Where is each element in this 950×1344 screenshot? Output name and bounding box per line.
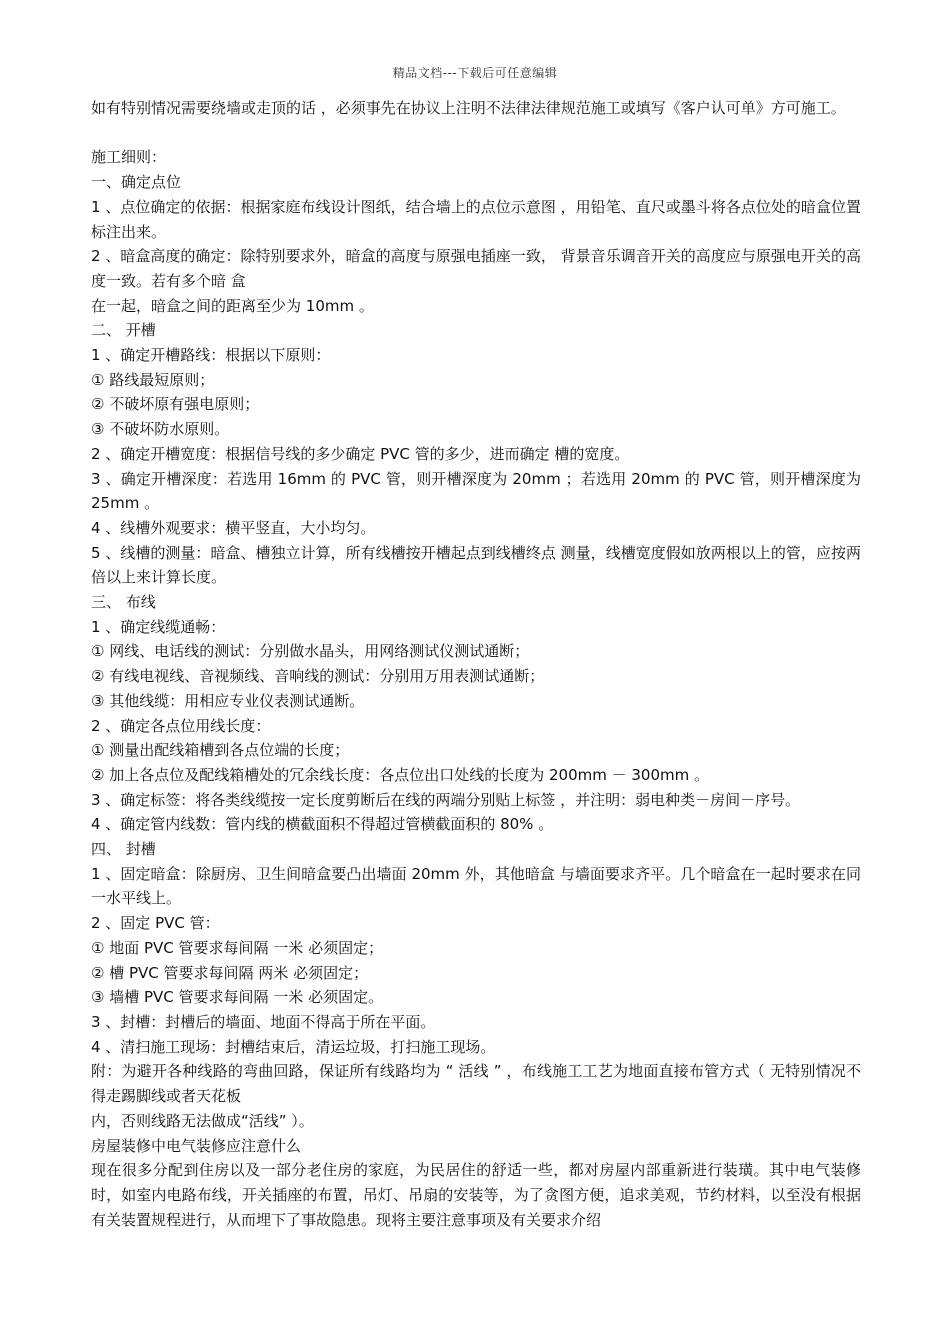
document-body xyxy=(91,96,861,1232)
paragraph: 4 、清扫施工现场：封槽结束后，清运垃圾，打扫施工现场。 xyxy=(91,1037,496,1056)
paragraph: 2 、确定开槽宽度：根据信号线的多少确定 PVC 管的多少，进而确定 槽的宽度。 xyxy=(91,444,630,463)
paragraph: 1 、确定线缆通畅： xyxy=(91,617,226,636)
paragraph: 3 、封槽：封槽后的墙面、地面不得高于所在平面。 xyxy=(91,1013,436,1031)
paragraph: 3 、确定开槽深度：若选用 16mm 的 PVC 管，则开槽深度为 20mm ；若选用 20mm 的 PVC 管，则开槽深度为 25mm 。 xyxy=(91,469,861,513)
paragraph: 3 、确定标签：将各类线缆按一定长度剪断后在线的两端分别贴上标签 ，并注明：弱电种类－房间－序号。 xyxy=(91,790,801,809)
page-header: 精品文档---下载后可任意编辑 xyxy=(392,66,558,80)
list-item: ① 地面 PVC 管要求每间隔 一米 必须固定； xyxy=(91,938,384,957)
section-heading: 二、 开槽 xyxy=(91,321,156,340)
section-intro: 施工细则： xyxy=(91,148,167,167)
list-item: ③ 墙槽 PVC 管要求每间隔 一米 必须固定。 xyxy=(91,988,384,1007)
paragraph: 4 、线槽外观要求：横平竖直，大小均匀。 xyxy=(91,518,376,537)
paragraph: 2 、暗盒高度的确定：除特别要求外，暗盒的高度与原强电插座一致， 背景音乐调音开关的高度应与原强电开关的高度一致。若有多个暗 盒 xyxy=(91,247,861,290)
list-item: ① 测量出配线箱槽到各点位端的长度； xyxy=(91,741,350,760)
paragraph: 1 、确定开槽路线：根据以下原则： xyxy=(91,346,331,365)
paragraph: 2 、确定各点位用线长度： xyxy=(91,716,271,735)
appendix-note-continued: 内，否则线路无法做成“活线” ）。 xyxy=(91,1111,314,1130)
paragraph: 现在很多分配到住房以及一部分老住房的家庭，为民居住的舒适一些，都对房屋内部重新进行装璜。其中电气装修时，如室内电路布线，开关插座的布置，吊灯、吊扇的安装等，为了贪图方便，追求美观，节约材料，以至没有根据有关装置规程进行，从而埋下了事故隐患。现将主要注意事项及有关要求介绍 xyxy=(91,1161,861,1229)
list-item: ② 有线电视线、音视频线、音响线的测试：分别用万用表测试通断； xyxy=(91,667,545,686)
list-item: ① 网线、电话线的测试：分别做水晶头，用网络测试仪测试通断； xyxy=(91,642,530,661)
paragraph: 5 、线槽的测量：暗盒、槽独立计算，所有线槽按开槽起点到线槽终点 测量，线槽宽度假如放两根以上的管，应按两倍以上来计算长度。 xyxy=(91,543,861,587)
list-item: ② 槽 PVC 管要求每间隔 两米 必须固定； xyxy=(91,963,369,982)
list-item: ③ 其他线缆：用相应专业仪表测试通断。 xyxy=(91,691,365,710)
paragraph: 2 、固定 PVC 管： xyxy=(91,914,220,933)
appendix-note: 附：为避开各种线路的弯曲回路，保证所有线路均为 “ 活线 ” ，布线施工工艺为地面直接布管方式（ 无特别情况不得走踢脚线或者天花板 xyxy=(91,1062,861,1106)
paragraph: 4 、确定管内线数：管内线的横截面积不得超过管横截面积的 80% 。 xyxy=(91,815,554,834)
section-heading: 三、 布线 xyxy=(91,593,156,612)
blank-line xyxy=(91,121,861,146)
list-item: ③ 不破坏防水原则。 xyxy=(91,420,230,439)
list-item: ① 路线最短原则； xyxy=(91,370,215,389)
list-item: ② 不破坏原有强电原则； xyxy=(91,395,260,414)
paragraph: 1 、固定暗盒：除厨房、卫生间暗盒要凸出墙面 20mm 外，其他暗盒 与墙面要求齐平。几个暗盒在一起时要求在同一水平线上。 xyxy=(91,864,861,908)
list-item: ② 加上各点位及配线箱槽处的冗余线长度：各点位出口处线的长度为 200mm － 300mm 。 xyxy=(91,765,709,784)
paragraph: 1 、点位确定的依据：根据家庭布线设计图纸，结合墙上的点位示意图 ，用铅笔、直尺或墨斗将各点位处的暗盒位置标注出来。 xyxy=(91,197,861,241)
section-heading: 四、 封槽 xyxy=(91,840,156,859)
paragraph: 在一起，暗盒之间的距离至少为 10mm 。 xyxy=(91,296,374,315)
article-heading: 房屋装修中电气装修应注意什么 xyxy=(91,1136,302,1155)
section-heading: 一、确定点位 xyxy=(91,173,182,192)
paragraph: 如有特别情况需要绕墙或走顶的话 ，必须事先在协议上注明不法律法律规范施工或填写《客户认可单》方可施工。 xyxy=(91,99,846,117)
